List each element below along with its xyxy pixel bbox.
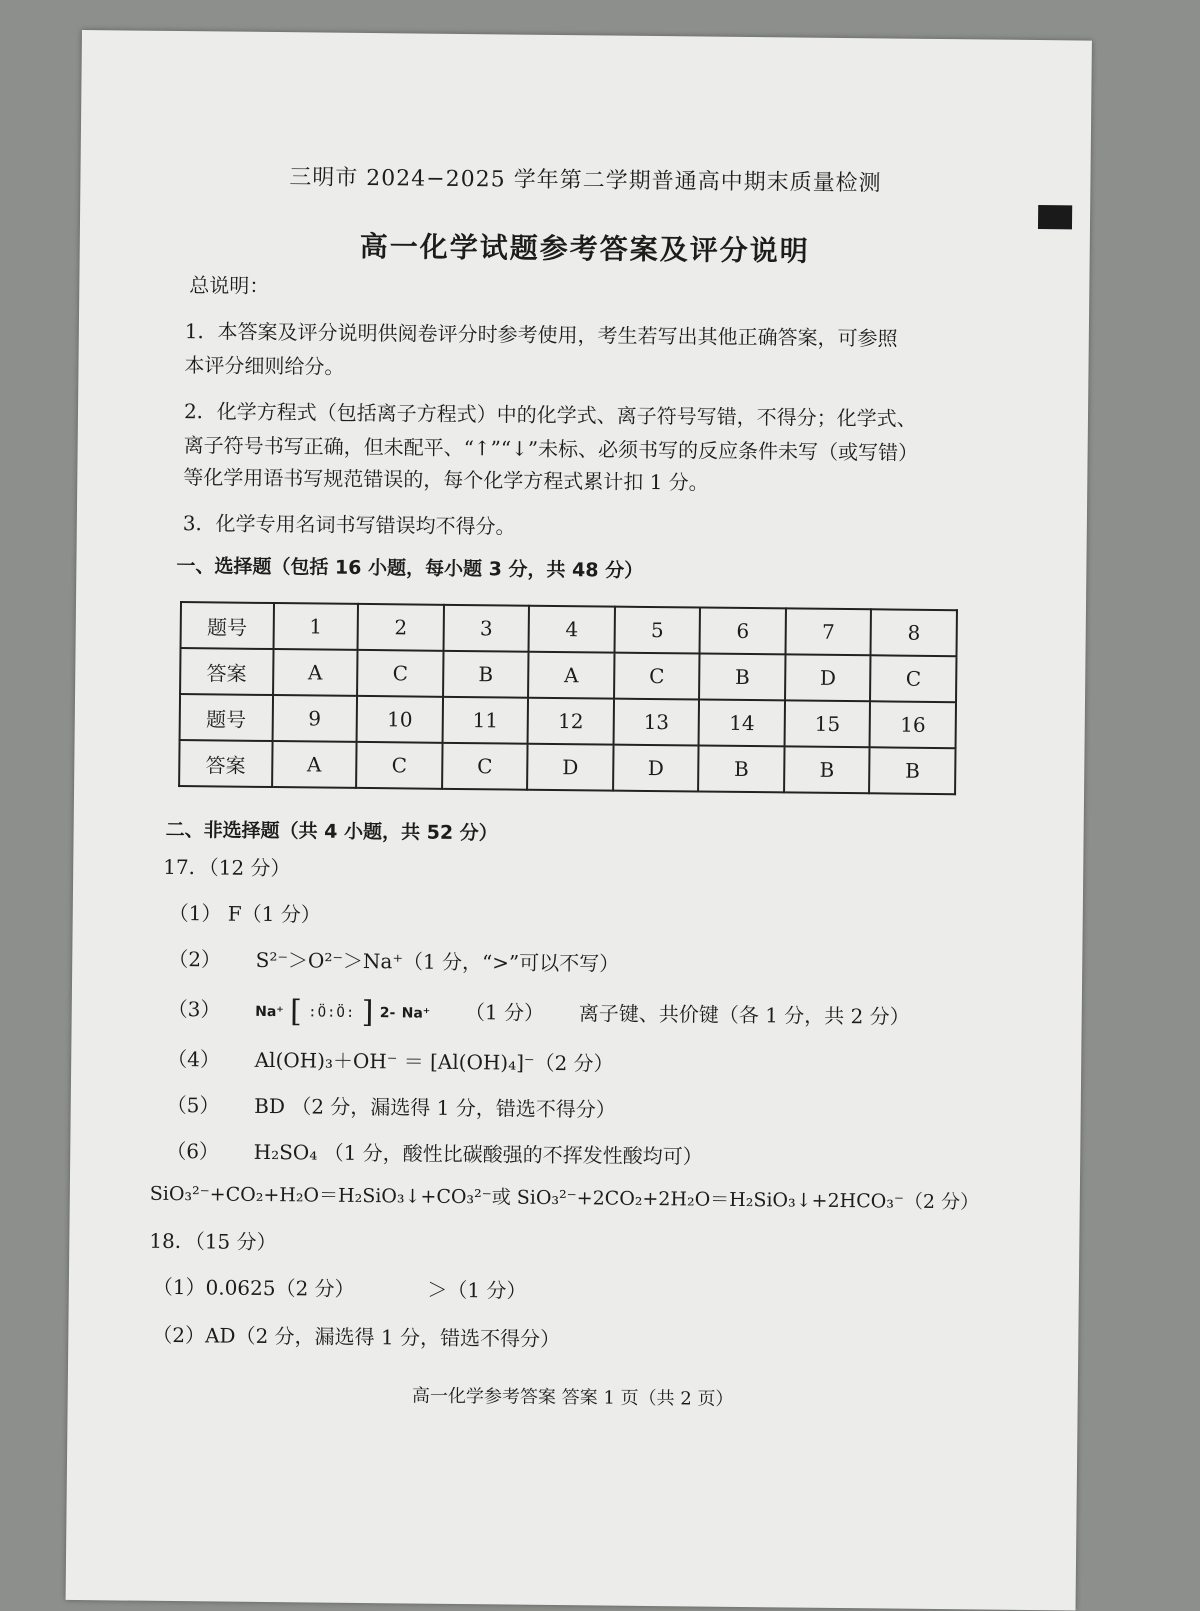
table-cell: A <box>272 741 357 788</box>
electron-dot-diagram: :Ö:Ö: <box>308 1003 356 1021</box>
answer-17-5 <box>167 1089 616 1123</box>
answer-sheet-page <box>66 30 1092 1610</box>
table-cell: 2 <box>358 604 444 651</box>
table-cell: A <box>273 649 358 696</box>
table-cell: B <box>869 747 955 794</box>
table-row <box>180 648 956 702</box>
row-label: 题号 <box>180 694 273 741</box>
answer-17-3 <box>168 993 910 1033</box>
table-cell: C <box>357 650 443 697</box>
answer-17-4 <box>167 1043 614 1077</box>
section-2-heading: 二、非选择题（共 4 小题，共 52 分） <box>165 818 498 845</box>
table-cell: 9 <box>272 695 357 742</box>
table-row <box>180 694 956 748</box>
table-row <box>179 740 955 794</box>
row-label: 答案 <box>179 740 272 787</box>
note-2-line-3: 等化学用语书写规范错误的，每个化学方程式累计扣 1 分。 <box>183 465 709 495</box>
answer-text: （1）0.0625（2 分） <box>152 1274 355 1301</box>
table-cell: 13 <box>613 699 699 746</box>
answer-table <box>178 601 958 795</box>
table-cell: D <box>785 654 871 701</box>
table-cell: B <box>784 746 870 793</box>
table-cell: 4 <box>529 606 615 653</box>
electron-formula-sodium-left: Na⁺ <box>255 1003 284 1020</box>
bond-types: 离子键、共价键（各 1 分，共 2 分） <box>578 1001 910 1029</box>
answer-17-6 <box>166 1135 703 1170</box>
answer-text: BD （2 分，漏选得 1 分，错选不得分） <box>254 1093 616 1122</box>
answer-text: S²⁻＞O²⁻＞Na⁺（1 分，“>”可以不写） <box>255 947 620 976</box>
table-cell: A <box>528 652 614 699</box>
question-17-heading: 17．（12 分） <box>163 854 291 881</box>
item-number: （6） <box>166 1138 220 1164</box>
table-cell: 14 <box>699 700 785 747</box>
item-number: （5） <box>166 1092 220 1118</box>
table-cell: 12 <box>528 698 614 745</box>
table-cell: C <box>870 655 956 702</box>
item-number: （2） <box>168 946 222 972</box>
row-label: 答案 <box>180 648 273 695</box>
table-cell: C <box>356 742 442 789</box>
table-cell: 15 <box>784 700 870 747</box>
table-cell: 11 <box>442 697 528 744</box>
table-cell: 3 <box>443 605 529 652</box>
page-footer: 高一化学参考答案 答案 1 页（共 2 页） <box>411 1385 734 1410</box>
item-number: （4） <box>167 1046 221 1072</box>
table-cell: C <box>614 653 700 700</box>
table-cell: D <box>613 745 699 792</box>
equation-line: SiO₃²⁻+CO₂+H₂O＝H₂SiO₃↓+CO₃²⁻或 SiO₃²⁻+2CO₂+2H₂O＝H₂SiO₃↓+2HCO₃⁻（2 分） <box>149 1182 980 1214</box>
table-cell: 1 <box>273 603 358 650</box>
answer-17-2 <box>168 943 619 977</box>
table-cell: 5 <box>614 607 700 654</box>
table-cell: 16 <box>870 701 956 748</box>
table-cell: 6 <box>700 608 786 655</box>
note-1-line-1: 1．本答案及评分说明供阅卷评分时参考使用，考生若写出其他正确答案，可参照 <box>184 319 898 351</box>
electron-formula-sodium-right: Na⁺ <box>401 1004 431 1022</box>
table-cell: B <box>698 745 784 792</box>
table-cell: B <box>443 651 529 698</box>
answer-text: Al(OH)₃＋OH⁻ ＝ [Al(OH)₄]⁻（2 分） <box>254 1047 614 1076</box>
bracket-close: ] <box>361 994 374 1030</box>
answer-text: H₂SO₄ （1 分，酸性比碳酸强的不挥发性酸均可） <box>253 1139 703 1169</box>
table-cell: B <box>699 654 785 701</box>
table-row <box>181 602 957 656</box>
section-1-heading: 一、选择题（包括 16 小题，每小题 3 分，共 48 分） <box>176 555 644 582</box>
table-cell: D <box>527 744 613 791</box>
table-cell: 8 <box>871 609 957 656</box>
print-marker <box>1038 205 1072 229</box>
table-cell: 10 <box>357 696 443 743</box>
note-2-line-1: 2．化学方程式（包括离子方程式）中的化学式、离子符号写错，不得分；化学式、 <box>183 399 917 431</box>
answer-18-2: （2）AD（2 分，漏选得 1 分，错选不得分） <box>152 1322 561 1352</box>
exam-header: 三明市 2024−2025 学年第二学期普通高中期末质量检测 <box>289 165 882 197</box>
table-cell: C <box>442 743 528 790</box>
ion-charge: 2- <box>379 1004 396 1021</box>
answer-18-1 <box>153 1271 527 1304</box>
answer-text: ＞（1 分） <box>427 1277 527 1303</box>
score-note: （1 分） <box>464 1000 545 1025</box>
row-label: 题号 <box>181 602 274 649</box>
table-cell: 7 <box>785 608 871 655</box>
intro-label: 总说明： <box>189 273 270 298</box>
note-2-line-2: 离子符号书写正确，但未配平、“↑”“↓”未标、必须书写的反应条件未写（或写错） <box>183 433 919 465</box>
page-title: 高一化学试题参考答案及评分说明 <box>359 229 810 268</box>
note-3: 3．化学专用名词书写错误均不得分。 <box>182 511 516 539</box>
answer-17-1: （1） F（1 分） <box>168 900 321 927</box>
question-18-heading: 18．（15 分） <box>149 1228 277 1255</box>
item-number: （3） <box>167 996 221 1022</box>
bracket-open: [ <box>289 993 303 1029</box>
note-1-line-2: 本评分细则给分。 <box>184 353 345 379</box>
